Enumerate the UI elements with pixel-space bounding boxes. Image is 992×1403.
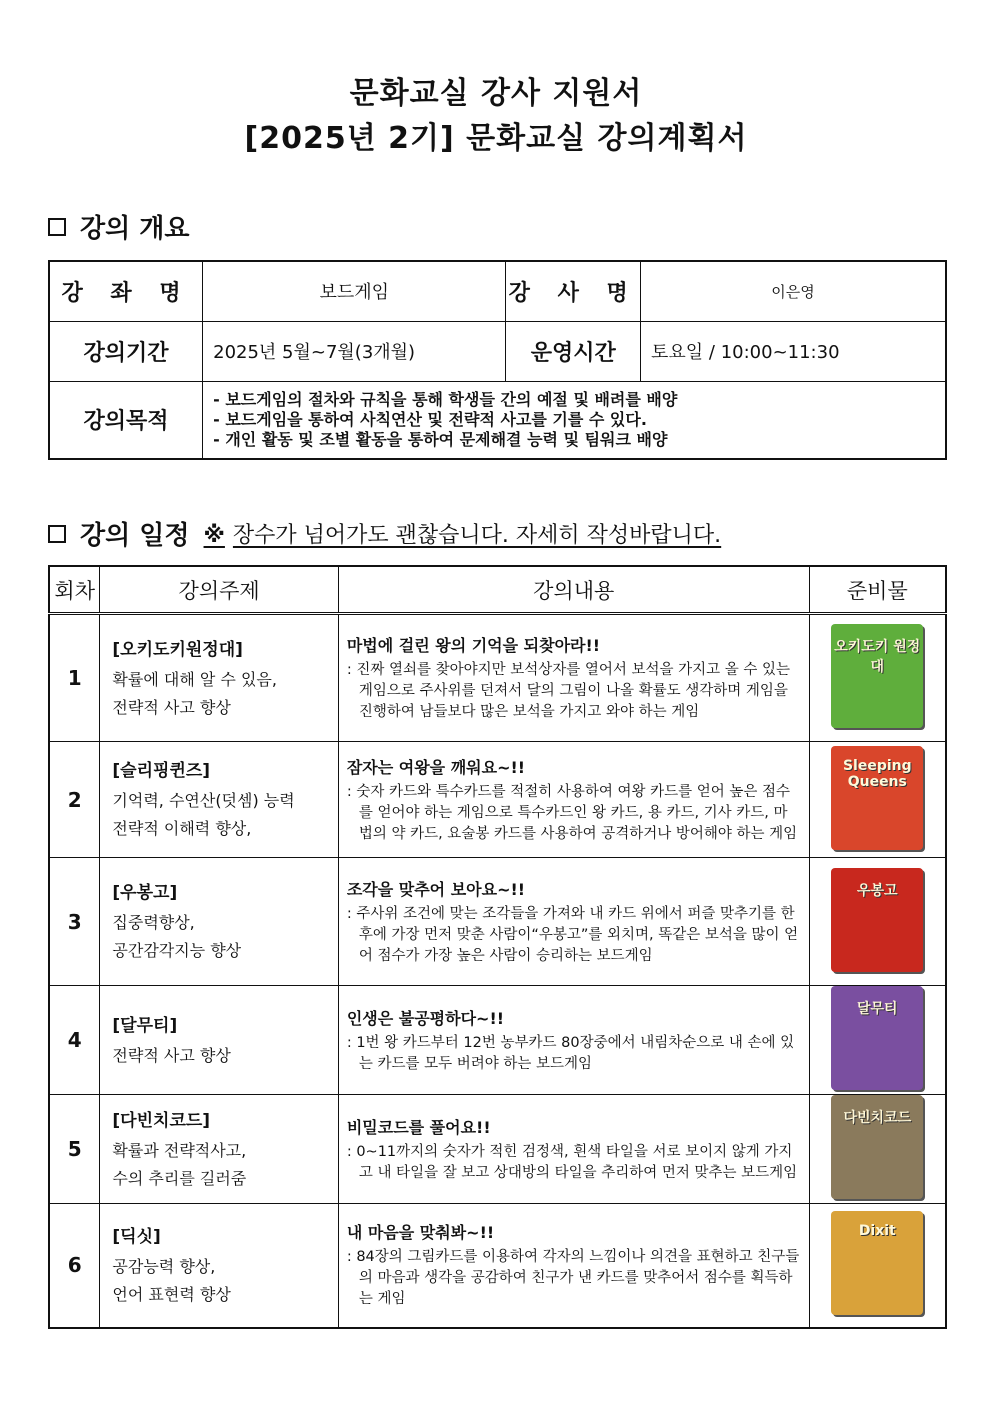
schedule-row <box>49 858 946 986</box>
note-text: 장수가 넘어가도 괜찮습니다. 자세히 작성바랍니다. <box>232 523 722 548</box>
game-box-logo: Sleeping Queens <box>842 757 912 790</box>
topic-title: [다빈치코드] <box>112 1110 211 1131</box>
topic-title: [달무티] <box>112 1015 178 1036</box>
content-cell <box>338 1204 809 1328</box>
game-box-image <box>831 746 923 850</box>
course-name-value: 보드게임 <box>203 261 506 321</box>
content-text: : 1번 왕 카드부터 12번 농부카드 80장중에서 내림차순으로 내 손에 있는 카드를 모두 버려야 하는 보드게임 <box>346 1034 795 1072</box>
session-number: 2 <box>49 742 100 858</box>
schedule-row <box>49 614 946 742</box>
game-box-logo: 달무티 <box>857 1001 898 1017</box>
note-mark: ※ <box>203 523 225 548</box>
materials-cell <box>809 858 946 986</box>
materials-cell <box>809 1204 946 1328</box>
topic-description: 수의 추리를 길러줌 <box>112 1168 247 1188</box>
instructor-label: 강 사 명 <box>506 261 641 321</box>
column-header-topic: 강의주제 <box>100 566 338 614</box>
topic-description: 기억력, 수연산(덧셈) 능력 <box>112 791 295 810</box>
session-number: 5 <box>49 1095 100 1204</box>
content-cell <box>338 1095 809 1204</box>
topic-description: 전략적 사고 향상 <box>112 697 231 717</box>
materials-cell <box>809 614 946 742</box>
game-box-logo: 우봉고 <box>857 882 898 899</box>
materials-cell <box>809 1095 946 1204</box>
overview-table <box>48 260 947 460</box>
content-title: 조각을 맞추어 보아요~!! <box>346 879 526 899</box>
content-text: : 숫자 카드와 특수카드를 적절히 사용하여 여왕 카드를 얻어 높은 점수를 얻어야 하는 게임으로 특수카드인 왕 카드, 용 카드, 기사 카드, 마법의 약 카드, 요술봉 카드를 사용하여 공격하거나 방어해야 하는 게임 <box>346 783 798 842</box>
goal-item: - 개인 활동 및 조별 활동을 통하여 문제해결 능력 및 팀워크 배양 <box>213 429 668 449</box>
column-header-materials: 준비물 <box>809 566 946 614</box>
checkbox-icon <box>48 525 66 543</box>
schedule-note <box>204 518 722 549</box>
goal-item: - 보드게임을 통하여 사칙연산 및 전략적 사고를 기를 수 있다. <box>213 409 647 429</box>
game-box-image <box>831 1095 923 1199</box>
game-box-logo: 오키도키 원정대 <box>834 639 921 675</box>
topic-cell <box>100 742 338 858</box>
instructor-value: 이은영 <box>641 261 946 321</box>
content-cell <box>338 614 809 742</box>
content-text: : 진짜 열쇠를 찾아야지만 보석상자를 열어서 보석을 가지고 올 수 있는 게임으로 주사위를 던져서 달의 그림이 나올 확률도 생각하며 게임을 진행하여 남들보다 많은 보석을 가지고 와야 하는 게임 <box>346 662 790 720</box>
game-box-image <box>831 868 923 972</box>
topic-cell <box>100 614 338 742</box>
session-number: 1 <box>49 614 100 742</box>
content-cell <box>338 742 809 858</box>
content-title: 인생은 불공평하다~!! <box>346 1008 505 1028</box>
time-value: 토요일 / 10:00~11:30 <box>641 321 946 381</box>
content-text: : 주사위 조건에 맞는 조각들을 가져와 내 카드 위에서 퍼즐 맞추기를 한 후에 가장 먼저 맞춘 사람이“우봉고”를 외치며, 똑같은 보석을 많이 얻어 점수가 가장 높은 사람이 승리하는 보드게임 <box>346 905 799 964</box>
overview-heading <box>48 208 190 245</box>
content-text: : 84장의 그림카드를 이용하여 각자의 느낌이나 의견을 표현하고 친구들의 마음과 생각을 공감하여 친구가 낸 카드를 맞추어서 점수를 획득하는 게임 <box>346 1249 800 1308</box>
goal-item: - 보드게임의 절차와 규칙을 통해 학생들 간의 예절 및 배려를 배양 <box>213 389 678 409</box>
topic-description: 전략적 사고 향상 <box>112 1045 231 1065</box>
document-title: 문화교실 강사 지원서 <box>349 76 643 111</box>
document-subtitle: [2025년 2기] 문화교실 강의계획서 <box>244 121 748 156</box>
session-number: 3 <box>49 858 100 986</box>
schedule-row <box>49 1204 946 1328</box>
game-box-logo: 다빈치코드 <box>843 1110 912 1126</box>
checkbox-icon <box>48 218 66 236</box>
period-label: 강의기간 <box>49 321 203 381</box>
game-box-image <box>831 986 923 1090</box>
goal-label: 강의목적 <box>49 381 203 459</box>
topic-description: 공감능력 향상, <box>112 1256 216 1276</box>
schedule-table <box>48 565 947 1329</box>
course-name-label: 강 좌 명 <box>49 261 203 321</box>
topic-cell <box>100 858 338 986</box>
topic-description: 확률과 전략적사고, <box>112 1140 247 1160</box>
topic-cell <box>100 1095 338 1204</box>
time-label: 운영시간 <box>506 321 641 381</box>
schedule-heading <box>48 515 721 552</box>
topic-description: 확률에 대해 알 수 있음, <box>112 669 277 689</box>
content-cell <box>338 858 809 986</box>
topic-title: [슬리핑퀸즈] <box>112 761 211 781</box>
content-title: 내 마음을 맞춰봐~!! <box>346 1223 495 1243</box>
schedule-row <box>49 986 946 1095</box>
content-title: 잠자는 여왕을 깨워요~!! <box>346 757 526 777</box>
session-number: 6 <box>49 1204 100 1328</box>
content-cell <box>338 986 809 1095</box>
topic-title: [오키도키원정대] <box>112 639 243 660</box>
topic-cell <box>100 986 338 1095</box>
column-header-content: 강의내용 <box>338 566 809 614</box>
schedule-row <box>49 1095 946 1204</box>
topic-title: [딕싯] <box>112 1226 161 1247</box>
content-title: 마법에 걸린 왕의 기억을 되찾아라!! <box>346 636 601 655</box>
topic-description: 전략적 이해력 향상, <box>112 819 252 838</box>
column-header-session: 회차 <box>49 566 100 614</box>
schedule-heading-text: 강의 일정 <box>80 521 190 551</box>
game-box-image <box>831 1211 923 1315</box>
session-number: 4 <box>49 986 100 1095</box>
topic-description: 공간감각지능 향상 <box>112 941 242 960</box>
schedule-row <box>49 742 946 858</box>
game-box-logo: Dixit <box>858 1223 896 1240</box>
topic-description: 집중력향상, <box>112 913 195 932</box>
goal-list <box>203 381 946 459</box>
overview-heading-text: 강의 개요 <box>80 214 190 244</box>
game-box-image <box>831 624 923 728</box>
topic-title: [우봉고] <box>112 883 178 903</box>
content-text: : 0~11까지의 숫자가 적힌 검정색, 흰색 타일을 서로 보이지 않게 가지고 내 타일을 잘 보고 상대방의 타일을 추리하여 먼저 맞추는 보드게임 <box>346 1143 798 1181</box>
materials-cell <box>809 986 946 1095</box>
materials-cell <box>809 742 946 858</box>
topic-cell <box>100 1204 338 1328</box>
content-title: 비밀코드를 풀어요!! <box>346 1117 491 1137</box>
topic-description: 언어 표현력 향상 <box>112 1284 231 1304</box>
period-value: 2025년 5월~7월(3개월) <box>203 321 506 381</box>
